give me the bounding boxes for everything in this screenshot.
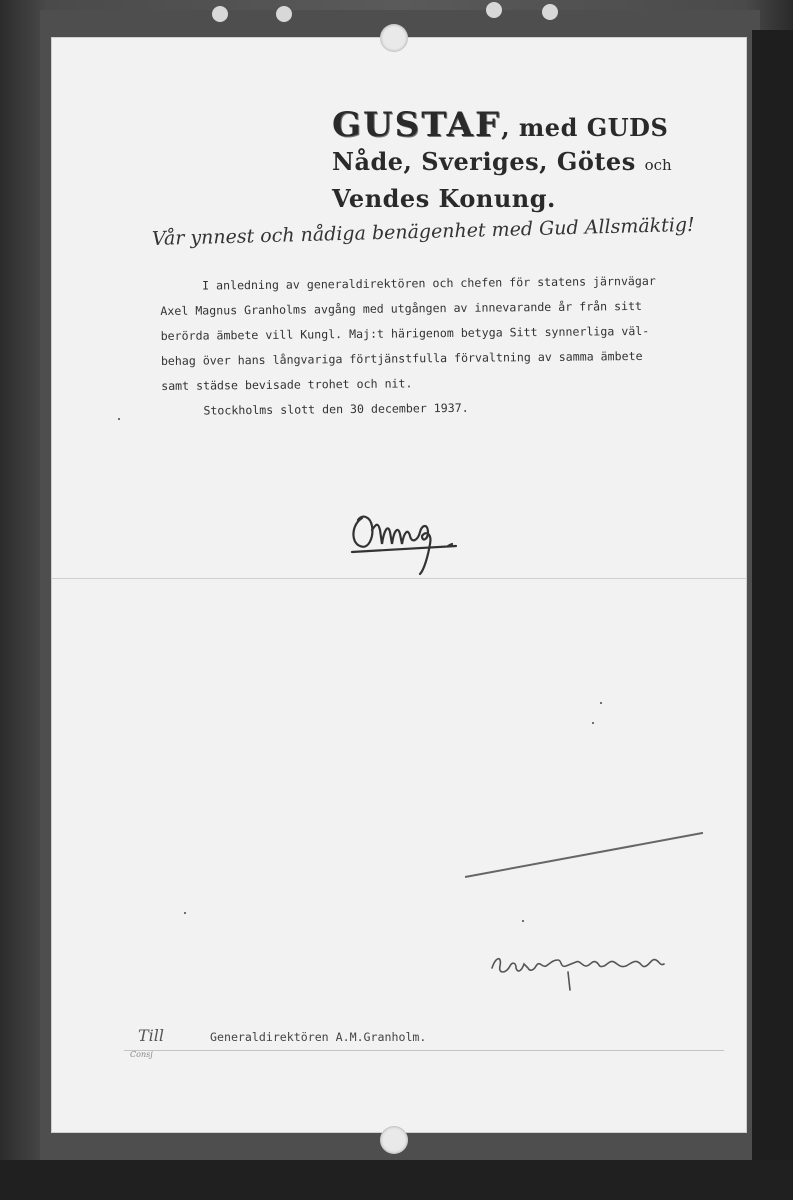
- body-line: behag över hans långvariga förtjänstfulla förvaltning av samma ämbete: [160, 348, 643, 368]
- till-sub-label: Consj: [130, 1050, 153, 1059]
- king-name: GUSTAF: [332, 105, 502, 145]
- pin-hole: [486, 2, 502, 18]
- punch-hole-top: [380, 24, 408, 52]
- pin-hole: [276, 6, 292, 22]
- letterhead-line-1: [332, 105, 692, 145]
- pin-hole: [212, 6, 228, 22]
- date-line: Stockholms slott den 30 december 1937.: [203, 400, 469, 418]
- ink-speck: [600, 702, 602, 704]
- body-line: I anledning av generaldirektören och chefen för statens järnvägar: [202, 273, 656, 293]
- dark-edge-bottom: [0, 1160, 793, 1200]
- addressee-line: [124, 1026, 724, 1059]
- body-line: Axel Magnus Granholms avgång med utgången av innevarande år från sitt: [160, 298, 643, 318]
- ink-speck: [592, 722, 594, 724]
- countersign-rule: [465, 832, 703, 878]
- letterhead-line-1-rest: , med GUDS: [501, 113, 669, 142]
- royal-letterhead: [332, 105, 692, 216]
- body-line: berörda ämbete vill Kungl. Maj:t härigenom betyga Sitt synnerliga väl-: [160, 323, 650, 343]
- till-label: Till: [138, 1026, 165, 1045]
- letterhead-line-3: Vendes Konung.: [332, 184, 556, 213]
- letterhead-line-2: [332, 145, 692, 182]
- body-line: samt städse bevisade trohet och nit.: [161, 376, 413, 393]
- letterhead-line-2-och: och: [644, 156, 672, 174]
- document-sheet: [52, 38, 746, 1132]
- dark-edge-right: [752, 30, 793, 1160]
- ink-speck: [118, 418, 120, 420]
- ink-speck: [184, 912, 186, 914]
- punch-hole-bottom: [380, 1126, 408, 1154]
- letter-body: [160, 268, 722, 424]
- royal-signature: [348, 500, 478, 580]
- ink-speck: [522, 920, 524, 922]
- letterhead-line-2-text: Nåde, Sveriges, Götes: [332, 147, 636, 176]
- greeting-line: Vår ynnest och nådiga benägenhet med Gud Allsmäktig!: [151, 213, 695, 250]
- countersignature: [486, 938, 686, 998]
- addressee-name: Generaldirektören A.M.Granholm.: [210, 1030, 427, 1044]
- pin-hole: [542, 4, 558, 20]
